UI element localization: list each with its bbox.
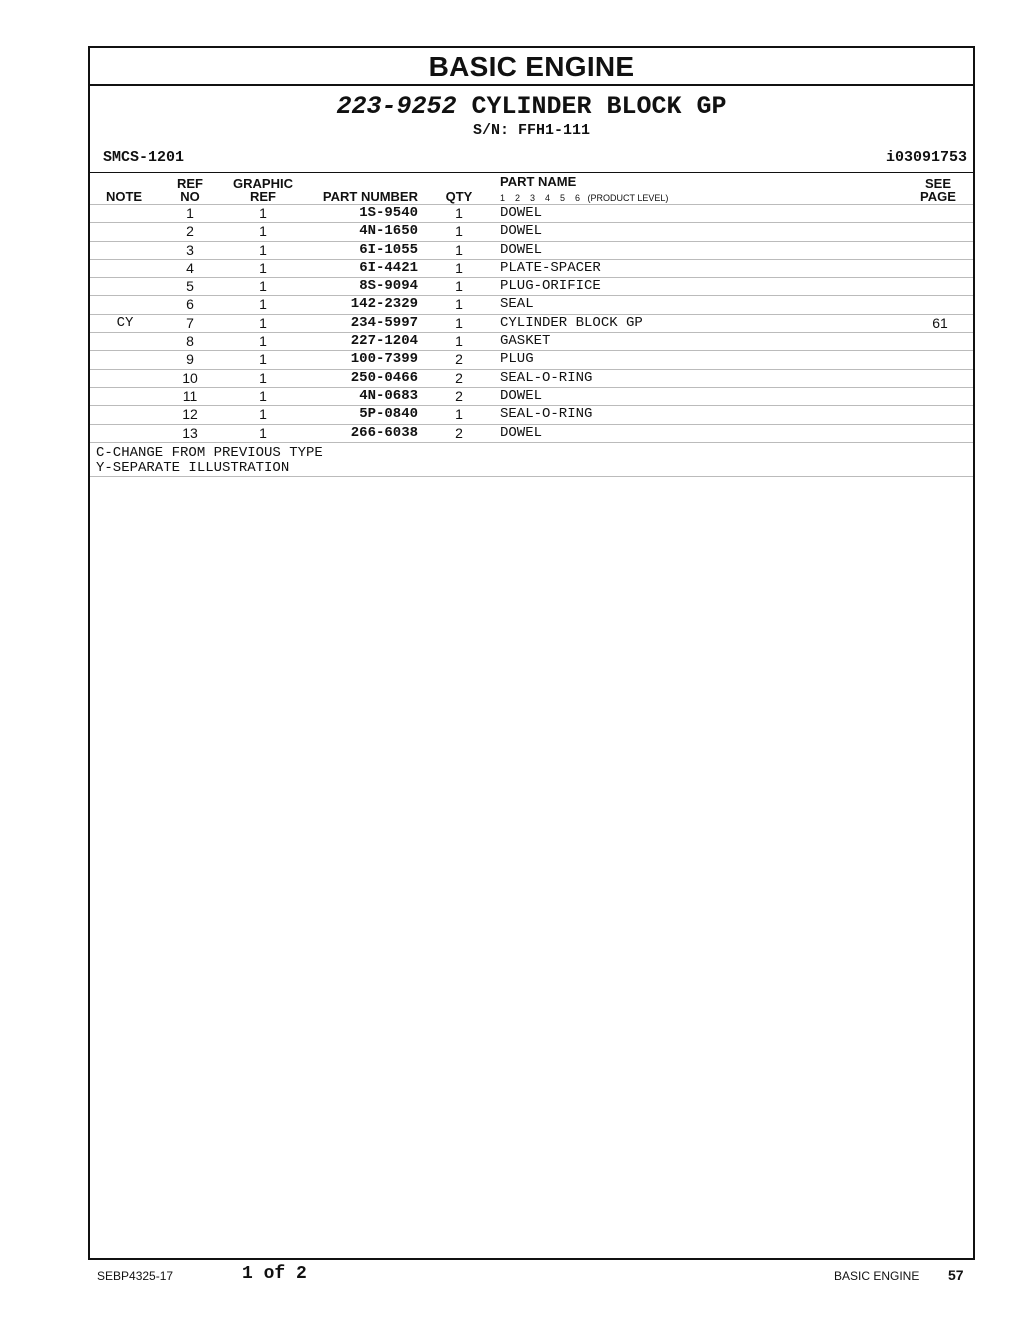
row-graphic-ref: 1 — [259, 205, 267, 221]
row-graphic-ref: 1 — [259, 333, 267, 350]
parts-table — [90, 204, 973, 442]
header-see-top: SEE — [924, 176, 951, 191]
table-row — [90, 295, 973, 313]
table-row — [90, 405, 973, 423]
row-graphic-ref: 1 — [259, 278, 267, 295]
row-part-number[interactable]: 227-1204 — [350, 333, 418, 350]
row-part-name: DOWEL — [500, 205, 543, 221]
table-row — [90, 350, 973, 368]
row-ref-no: 11 — [182, 387, 198, 404]
header-part-number: PART NUMBER — [322, 189, 418, 204]
row-graphic-ref: 1 — [259, 424, 267, 441]
row-part-number[interactable]: 100-7399 — [350, 351, 418, 368]
row-ref-no: 2 — [186, 223, 194, 240]
row-qty: 1 — [455, 314, 463, 331]
section-title: BASIC ENGINE — [90, 48, 973, 86]
header-ref-top: REF — [177, 176, 203, 191]
row-ref-no: 13 — [182, 424, 198, 441]
note-separate-illustration: Y-SEPARATE ILLUSTRATION — [96, 460, 290, 476]
row-part-number[interactable]: 142-2329 — [350, 296, 418, 313]
row-graphic-ref: 1 — [259, 387, 267, 404]
row-qty: 1 — [455, 205, 463, 221]
row-qty: 1 — [455, 278, 463, 295]
row-part-number[interactable]: 4N-0683 — [359, 387, 418, 404]
group-part-number[interactable]: 223-9252 — [336, 92, 457, 121]
footer-page-number: 57 — [948, 1267, 964, 1283]
row-part-number[interactable]: 5P-0840 — [359, 406, 418, 423]
row-qty: 2 — [455, 424, 463, 441]
table-row — [90, 369, 973, 387]
row-part-number[interactable]: 8S-9094 — [359, 278, 418, 295]
row-graphic-ref: 1 — [259, 351, 267, 368]
row-part-number[interactable]: 4N-1650 — [359, 223, 418, 240]
group-name: CYLINDER BLOCK GP — [471, 92, 727, 121]
table-row — [90, 222, 973, 240]
note-change: C-CHANGE FROM PREVIOUS TYPE — [96, 445, 323, 461]
row-part-name: SEAL-O-RING — [500, 369, 593, 386]
row-ref-no: 8 — [186, 333, 194, 350]
table-row — [90, 314, 973, 332]
row-graphic-ref: 1 — [259, 314, 267, 331]
row-part-name: CYLINDER BLOCK GP — [500, 314, 643, 331]
footer-section-name: BASIC ENGINE — [834, 1269, 920, 1283]
row-qty: 1 — [455, 296, 463, 313]
header-qty: QTY — [445, 189, 473, 204]
header-see-bottom: PAGE — [920, 189, 956, 204]
footer-document-number: SEBP4325-17 — [97, 1269, 174, 1283]
row-part-number[interactable]: 6I-4421 — [359, 259, 418, 276]
header-divider — [90, 172, 973, 173]
table-row — [90, 204, 973, 222]
row-graphic-ref: 1 — [259, 223, 267, 240]
row-see-page[interactable]: 61 — [932, 314, 948, 331]
header-note: NOTE — [105, 189, 143, 204]
row-qty: 1 — [455, 241, 463, 258]
row-part-number[interactable]: 250-0466 — [350, 369, 418, 386]
row-part-name: DOWEL — [500, 424, 543, 441]
illustration-id: i03091753 — [885, 149, 967, 166]
row-qty: 1 — [455, 223, 463, 240]
row-ref-no: 1 — [186, 205, 194, 221]
header-product-levels: 1 2 3 4 5 6 (PRODUCT LEVEL) — [500, 193, 669, 203]
header-graphic-top: GRAPHIC — [233, 176, 293, 191]
group-title — [90, 92, 973, 122]
row-ref-no: 7 — [186, 314, 194, 331]
table-row — [90, 259, 973, 277]
row-ref-no: 5 — [186, 278, 194, 295]
row-graphic-ref: 1 — [259, 369, 267, 386]
row-note: CY — [116, 314, 134, 331]
table-row — [90, 387, 973, 405]
row-part-name: PLUG-ORIFICE — [500, 278, 601, 295]
smcs-code: SMCS-1201 — [103, 149, 185, 166]
row-qty: 2 — [455, 387, 463, 404]
row-part-number[interactable]: 6I-1055 — [359, 241, 418, 258]
table-row — [90, 277, 973, 295]
header-ref-bottom: NO — [180, 189, 200, 204]
row-part-name: DOWEL — [500, 223, 543, 240]
notes-legend — [90, 442, 973, 477]
row-qty: 2 — [455, 369, 463, 386]
table-row — [90, 241, 973, 259]
table-row — [90, 332, 973, 350]
row-part-name: DOWEL — [500, 387, 543, 404]
row-qty: 1 — [455, 333, 463, 350]
row-qty: 2 — [455, 351, 463, 368]
row-part-number[interactable]: 266-6038 — [350, 424, 418, 441]
row-part-name: SEAL — [500, 296, 534, 313]
row-qty: 1 — [455, 406, 463, 423]
row-part-name: DOWEL — [500, 241, 543, 258]
row-ref-no: 10 — [182, 369, 198, 386]
row-part-number[interactable]: 1S-9540 — [359, 205, 418, 221]
row-qty: 1 — [455, 259, 463, 276]
row-ref-no: 6 — [186, 296, 194, 313]
serial-number: S/N: FFH1-111 — [472, 122, 591, 139]
row-graphic-ref: 1 — [259, 259, 267, 276]
row-part-name: GASKET — [500, 333, 551, 350]
row-part-number[interactable]: 234-5997 — [350, 314, 418, 331]
row-ref-no: 9 — [186, 351, 194, 368]
table-row — [90, 424, 973, 442]
row-ref-no: 12 — [182, 406, 198, 423]
row-graphic-ref: 1 — [259, 296, 267, 313]
parts-page-frame — [88, 46, 975, 1260]
row-part-name: PLATE-SPACER — [500, 259, 601, 276]
row-part-name: PLUG — [500, 351, 534, 368]
header-graphic-bottom: REF — [250, 189, 276, 204]
row-part-name: SEAL-O-RING — [500, 406, 593, 423]
row-ref-no: 4 — [186, 259, 194, 276]
row-ref-no: 3 — [186, 241, 194, 258]
header-part-name: PART NAME — [500, 174, 577, 189]
row-graphic-ref: 1 — [259, 406, 267, 423]
footer-page-of: 1 of 2 — [242, 1264, 307, 1284]
row-graphic-ref: 1 — [259, 241, 267, 258]
